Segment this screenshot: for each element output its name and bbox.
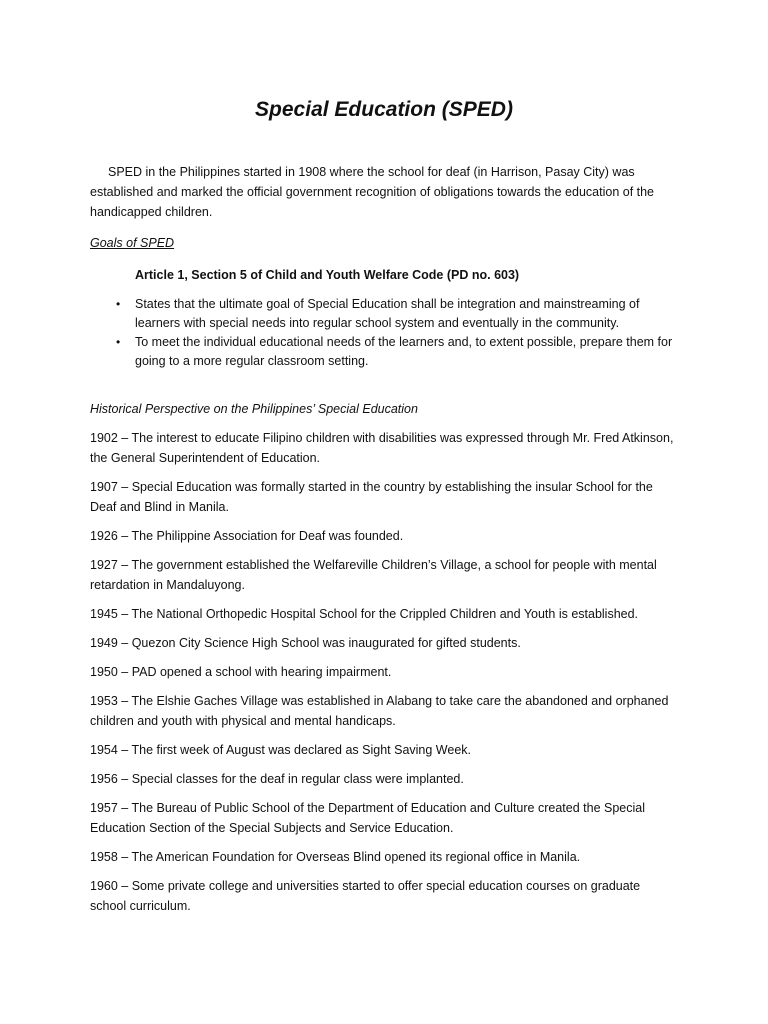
timeline-entry: 1907 – Special Education was formally started in the country by establishing the insular School for the Deaf and Blind in Manila. [90, 480, 653, 514]
timeline-entry: 1950 – PAD opened a school with hearing impairment. [90, 665, 392, 679]
timeline-entry: 1927 – The government established the Welfareville Children’s Village, a school for people with mental retardation in Mandaluyong. [90, 558, 657, 592]
goal-text: States that the ultimate goal of Special Education shall be integration and mainstreaming of learners with special needs into regular school system and eventually in the community. [135, 297, 640, 330]
goal-item [90, 295, 678, 333]
history-timeline [90, 428, 678, 916]
article-reference: Article 1, Section 5 of Child and Youth Welfare Code (PD no. 603) [135, 268, 520, 282]
goal-text: To meet the individual educational needs of the learners and, to extent possible, prepare them for going to a more regular classroom setting. [135, 335, 673, 368]
document-title: Special Education (SPED) [255, 98, 513, 121]
timeline-entry: 1958 – The American Foundation for Overseas Blind opened its regional office in Manila. [90, 850, 581, 864]
intro-paragraph: SPED in the Philippines started in 1908 where the school for deaf (in Harrison, Pasay City) was established and marked the official government recognition of obligations towards the education of the handicapped children. [90, 165, 655, 219]
timeline-entry: 1954 – The first week of August was declared as Sight Saving Week. [90, 743, 472, 757]
timeline-entry: 1902 – The interest to educate Filipino children with disabilities was expressed through Mr. Fred Atkinson, the General Superintendent of Education. [90, 431, 674, 465]
goals-heading: Goals of SPED [90, 236, 175, 250]
timeline-entry: 1953 – The Elshie Gaches Village was established in Alabang to take care the abandoned and orphaned children and youth with physical and mental handicaps. [90, 694, 669, 728]
timeline-entry: 1957 – The Bureau of Public School of the Department of Education and Culture created the Special Education Section of the Special Subjects and Service Education. [90, 801, 645, 835]
timeline-entry: 1945 – The National Orthopedic Hospital School for the Crippled Children and Youth is established. [90, 607, 639, 621]
timeline-entry: 1956 – Special classes for the deaf in regular class were implanted. [90, 772, 464, 786]
goal-item [90, 333, 678, 371]
timeline-entry: 1926 – The Philippine Association for Deaf was founded. [90, 529, 404, 543]
bullet-icon: • [116, 297, 121, 311]
history-heading: Historical Perspective on the Philippines’ Special Education [90, 402, 418, 416]
goals-list [90, 295, 678, 371]
timeline-entry: 1949 – Quezon City Science High School was inaugurated for gifted students. [90, 636, 521, 650]
timeline-entry: 1960 – Some private college and universities started to offer special education courses on graduate school curriculum. [90, 879, 641, 913]
bullet-icon: • [116, 335, 121, 349]
